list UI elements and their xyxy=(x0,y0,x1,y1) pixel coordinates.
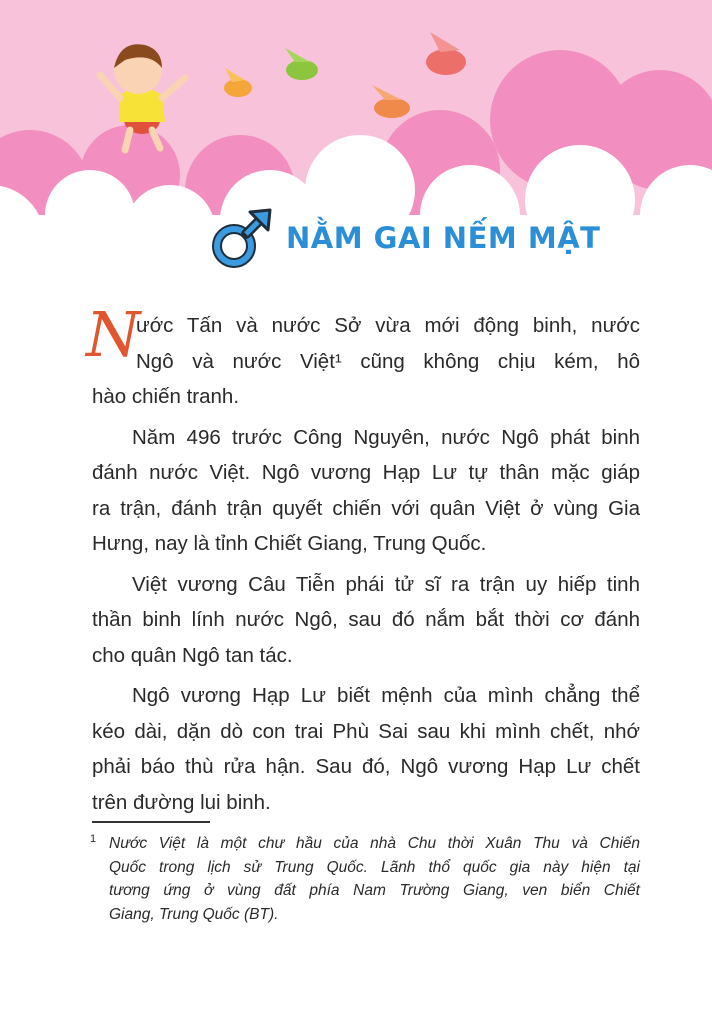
text-line: Việt vương Câu Tiễn phái tử sĩ ra trận uy hiếp tinh xyxy=(132,572,640,596)
footnote-divider xyxy=(92,821,210,823)
text-line: hào chiến tranh. xyxy=(92,385,240,408)
text-line: phải báo thù rửa hận. Sau đó, Ngô vương Hạp Lư chết xyxy=(92,755,640,778)
text-line: Ngô và nước Việt¹ cũng không chịu kém, hô xyxy=(136,349,640,373)
footnote-line: Nước Việt là một chư hầu của nhà Chu thời Xuân Thu và Chiến xyxy=(109,835,640,852)
paragraph xyxy=(92,420,640,562)
footnote-line: Quốc trong lịch sử Trung Quốc. Lãnh thổ quốc gia này hiện tại xyxy=(109,858,640,876)
text-line: Ngô vương Hạp Lư biết mệnh của mình chẳng thể xyxy=(132,684,640,707)
text-line: Năm 496 trước Công Nguyên, nước Ngô phát binh xyxy=(132,425,640,449)
footnote-line: tương ứng ở vùng đất phía Nam Trường Giang, ven biển Chiết xyxy=(109,882,640,899)
paragraph xyxy=(92,678,640,820)
text-line: cho quân Ngô tan tác. xyxy=(92,643,293,667)
text-line: ước Tấn và nước Sở vừa mới động binh, nước xyxy=(136,314,640,337)
story-body xyxy=(86,298,640,825)
drop-cap: N xyxy=(86,298,141,371)
footnote-line: Giang, Trung Quốc (BT). xyxy=(109,905,279,923)
paragraph xyxy=(86,298,640,415)
male-symbol-icon xyxy=(210,206,274,270)
text-line: Hưng, nay là tỉnh Chiết Giang, Trung Quốc. xyxy=(92,532,487,555)
page-title xyxy=(210,205,600,271)
footnote xyxy=(92,832,640,926)
header-illustration xyxy=(0,0,712,230)
text-line: đánh nước Việt. Ngô vương Hạp Lư tự thân mặc giáp xyxy=(92,461,640,484)
text-line: ra trận, đánh trận quyết chiến với quân Việt ở vùng Gia xyxy=(92,496,640,520)
paragraph xyxy=(92,567,640,674)
title-text: NẰM GAI NẾM MẬT xyxy=(286,221,601,255)
text-line: trên đường lui binh. xyxy=(92,790,271,814)
text-line: thần binh lính nước Ngô, sau đó nắm bắt thời cơ đánh xyxy=(92,608,640,631)
footnote-mark: 1 xyxy=(90,833,97,845)
text-line: kéo dài, dặn dò con trai Phù Sai sau khi mình chết, nhớ xyxy=(92,719,640,743)
